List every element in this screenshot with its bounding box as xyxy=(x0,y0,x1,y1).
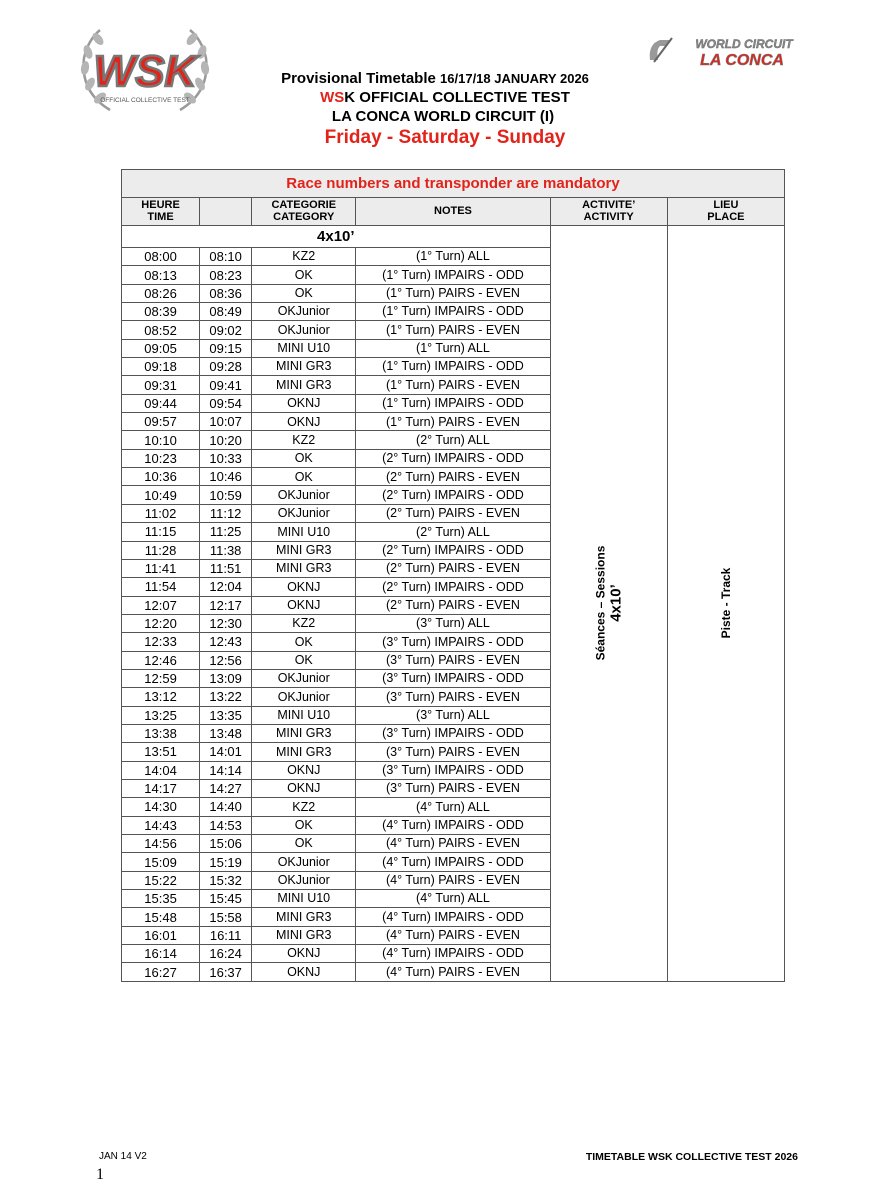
header-place xyxy=(667,198,784,226)
start-time: 10:10 xyxy=(122,431,200,449)
end-time: 08:23 xyxy=(200,266,252,284)
category: OKNJ xyxy=(252,596,356,614)
end-time: 12:43 xyxy=(200,633,252,651)
start-time: 09:05 xyxy=(122,339,200,357)
end-time: 12:56 xyxy=(200,651,252,669)
notes: (4° Turn) IMPAIRS - ODD xyxy=(356,908,550,926)
notes: (2° Turn) IMPAIRS - ODD xyxy=(356,449,550,467)
end-time: 09:54 xyxy=(200,394,252,412)
end-time: 11:25 xyxy=(200,523,252,541)
category: OK xyxy=(252,651,356,669)
category: OKNJ xyxy=(252,779,356,797)
start-time: 11:54 xyxy=(122,578,200,596)
header-activity-l1: ACTIVITE’ xyxy=(582,198,636,211)
start-time: 11:28 xyxy=(122,541,200,559)
end-time: 09:41 xyxy=(200,376,252,394)
days-title: Friday - Saturday - Sunday xyxy=(324,127,566,148)
notes: (3° Turn) ALL xyxy=(356,614,550,632)
notes: (3° Turn) PAIRS - EVEN xyxy=(356,743,550,761)
notes: (1° Turn) IMPAIRS - ODD xyxy=(356,303,550,321)
event-title-rest: K OFFICIAL COLLECTIVE TEST xyxy=(344,89,570,106)
category: OK xyxy=(252,633,356,651)
start-time: 10:49 xyxy=(122,486,200,504)
category: OKJunior xyxy=(252,853,356,871)
notes: (1° Turn) ALL xyxy=(356,339,550,357)
end-time: 14:40 xyxy=(200,798,252,816)
header-activity xyxy=(550,198,667,226)
category: OK xyxy=(252,449,356,467)
end-time: 08:36 xyxy=(200,284,252,302)
category: MINI GR3 xyxy=(252,724,356,742)
la-conca-logo xyxy=(646,34,806,70)
end-time: 15:58 xyxy=(200,908,252,926)
notes: (2° Turn) PAIRS - EVEN xyxy=(356,504,550,522)
end-time: 08:10 xyxy=(200,248,252,266)
end-time: 11:38 xyxy=(200,541,252,559)
notes: (1° Turn) PAIRS - EVEN xyxy=(356,413,550,431)
category: KZ2 xyxy=(252,614,356,632)
start-time: 15:35 xyxy=(122,890,200,908)
category: OKJunior xyxy=(252,303,356,321)
header-notes: NOTES xyxy=(356,198,550,226)
end-time: 10:07 xyxy=(200,413,252,431)
end-time: 13:48 xyxy=(200,724,252,742)
notes: (3° Turn) IMPAIRS - ODD xyxy=(356,669,550,687)
start-time: 09:57 xyxy=(122,413,200,431)
end-time: 13:35 xyxy=(200,706,252,724)
category: KZ2 xyxy=(252,248,356,266)
notes: (2° Turn) PAIRS - EVEN xyxy=(356,468,550,486)
activity-sessions-label: Séances – Sessions xyxy=(593,546,608,661)
notes: (4° Turn) ALL xyxy=(356,890,550,908)
end-time: 14:14 xyxy=(200,761,252,779)
header-category xyxy=(252,198,356,226)
notes: (1° Turn) PAIRS - EVEN xyxy=(356,284,550,302)
category: OK xyxy=(252,816,356,834)
start-time: 09:44 xyxy=(122,394,200,412)
end-time: 13:09 xyxy=(200,669,252,687)
category: KZ2 xyxy=(252,431,356,449)
end-time: 09:02 xyxy=(200,321,252,339)
start-time: 14:56 xyxy=(122,835,200,853)
category: OKJunior xyxy=(252,871,356,889)
notes: (3° Turn) IMPAIRS - ODD xyxy=(356,761,550,779)
timetable xyxy=(121,169,785,999)
start-time: 16:14 xyxy=(122,945,200,963)
notes: (2° Turn) IMPAIRS - ODD xyxy=(356,486,550,504)
category: MINI GR3 xyxy=(252,743,356,761)
notes: (4° Turn) PAIRS - EVEN xyxy=(356,926,550,944)
category: MINI U10 xyxy=(252,339,356,357)
notes: (2° Turn) PAIRS - EVEN xyxy=(356,596,550,614)
end-time: 12:04 xyxy=(200,578,252,596)
notes: (2° Turn) ALL xyxy=(356,523,550,541)
svg-text:WORLD CIRCUIT: WORLD CIRCUIT xyxy=(695,37,793,51)
category: OKNJ xyxy=(252,945,356,963)
start-time: 13:51 xyxy=(122,743,200,761)
notes: (2° Turn) IMPAIRS - ODD xyxy=(356,541,550,559)
end-time: 14:53 xyxy=(200,816,252,834)
end-time: 10:33 xyxy=(200,449,252,467)
start-time: 14:04 xyxy=(122,761,200,779)
start-time: 15:22 xyxy=(122,871,200,889)
end-time: 11:12 xyxy=(200,504,252,522)
notes: (4° Turn) PAIRS - EVEN xyxy=(356,871,550,889)
end-time: 10:46 xyxy=(200,468,252,486)
end-time: 12:30 xyxy=(200,614,252,632)
end-time: 10:59 xyxy=(200,486,252,504)
category: OKNJ xyxy=(252,578,356,596)
notes: (1° Turn) PAIRS - EVEN xyxy=(356,321,550,339)
notes: (3° Turn) ALL xyxy=(356,706,550,724)
svg-text:LA CONCA: LA CONCA xyxy=(700,52,784,69)
end-time: 09:15 xyxy=(200,339,252,357)
start-time: 08:39 xyxy=(122,303,200,321)
start-time: 14:43 xyxy=(122,816,200,834)
mandatory-notice: Race numbers and transponder are mandatory xyxy=(122,170,785,198)
header-place-l1: LIEU xyxy=(713,198,739,211)
start-time: 12:20 xyxy=(122,614,200,632)
notes: (2° Turn) IMPAIRS - ODD xyxy=(356,578,550,596)
category: MINI U10 xyxy=(252,890,356,908)
notes: (1° Turn) IMPAIRS - ODD xyxy=(356,358,550,376)
svg-text:OFFICIAL COLLECTIVE TEST: OFFICIAL COLLECTIVE TEST xyxy=(100,97,190,104)
start-time: 11:15 xyxy=(122,523,200,541)
category: OKNJ xyxy=(252,394,356,412)
category: OKJunior xyxy=(252,486,356,504)
end-time: 11:51 xyxy=(200,559,252,577)
notes: (3° Turn) PAIRS - EVEN xyxy=(356,651,550,669)
notes: (4° Turn) PAIRS - EVEN xyxy=(356,835,550,853)
notes: (3° Turn) IMPAIRS - ODD xyxy=(356,633,550,651)
category: OKNJ xyxy=(252,963,356,981)
event-title-red: WS xyxy=(320,89,345,106)
category: OK xyxy=(252,284,356,302)
category: MINI GR3 xyxy=(252,541,356,559)
svg-text:WSK: WSK xyxy=(93,47,197,96)
start-time: 11:41 xyxy=(122,559,200,577)
end-time: 16:24 xyxy=(200,945,252,963)
start-time: 08:00 xyxy=(122,248,200,266)
notes: (3° Turn) IMPAIRS - ODD xyxy=(356,724,550,742)
title-date: 16/17/18 JANUARY 2026 xyxy=(440,71,589,86)
start-time: 08:26 xyxy=(122,284,200,302)
session-format: 4x10’ xyxy=(122,226,551,248)
start-time: 14:17 xyxy=(122,779,200,797)
category: OK xyxy=(252,835,356,853)
category: OKJunior xyxy=(252,504,356,522)
end-time: 15:06 xyxy=(200,835,252,853)
page-title xyxy=(0,70,870,87)
notes: (4° Turn) IMPAIRS - ODD xyxy=(356,945,550,963)
category: MINI GR3 xyxy=(252,376,356,394)
category: OK xyxy=(252,468,356,486)
start-time: 12:07 xyxy=(122,596,200,614)
notes: (4° Turn) PAIRS - EVEN xyxy=(356,963,550,981)
start-time: 11:02 xyxy=(122,504,200,522)
start-time: 13:38 xyxy=(122,724,200,742)
category: OKNJ xyxy=(252,761,356,779)
category: OK xyxy=(252,266,356,284)
category: MINI GR3 xyxy=(252,926,356,944)
event-title xyxy=(10,89,870,106)
category: OKJunior xyxy=(252,321,356,339)
notes: (4° Turn) IMPAIRS - ODD xyxy=(356,853,550,871)
start-time: 09:18 xyxy=(122,358,200,376)
end-time: 16:11 xyxy=(200,926,252,944)
notes: (4° Turn) ALL xyxy=(356,798,550,816)
notes: (1° Turn) ALL xyxy=(356,248,550,266)
start-time: 10:36 xyxy=(122,468,200,486)
category: MINI U10 xyxy=(252,523,356,541)
timetable-table xyxy=(121,169,785,982)
end-time: 08:49 xyxy=(200,303,252,321)
start-time: 08:52 xyxy=(122,321,200,339)
category: OKNJ xyxy=(252,413,356,431)
start-time: 13:12 xyxy=(122,688,200,706)
start-time: 08:13 xyxy=(122,266,200,284)
end-time: 15:19 xyxy=(200,853,252,871)
activity-cell xyxy=(550,226,667,982)
category: MINI U10 xyxy=(252,706,356,724)
start-time: 12:46 xyxy=(122,651,200,669)
end-time: 12:17 xyxy=(200,596,252,614)
end-time: 14:27 xyxy=(200,779,252,797)
header-time-l1: HEURE xyxy=(141,198,180,211)
notes: (1° Turn) PAIRS - EVEN xyxy=(356,376,550,394)
place-cell xyxy=(667,226,784,982)
header-place-l2: PLACE xyxy=(707,210,745,223)
start-time: 15:09 xyxy=(122,853,200,871)
venue-title: LA CONCA WORLD CIRCUIT (I) xyxy=(331,108,555,125)
end-time: 16:37 xyxy=(200,963,252,981)
category: MINI GR3 xyxy=(252,908,356,926)
header-activity-l2: ACTIVITY xyxy=(583,210,634,223)
footer-version: JAN 14 V2 xyxy=(99,1151,147,1162)
header-time-end xyxy=(200,198,252,226)
start-time: 15:48 xyxy=(122,908,200,926)
title-main: Provisional Timetable xyxy=(281,70,436,87)
category: OKJunior xyxy=(252,669,356,687)
end-time: 15:45 xyxy=(200,890,252,908)
start-time: 12:59 xyxy=(122,669,200,687)
category: OKJunior xyxy=(252,688,356,706)
start-time: 16:27 xyxy=(122,963,200,981)
category: MINI GR3 xyxy=(252,358,356,376)
header-time xyxy=(122,198,200,226)
notes: (3° Turn) PAIRS - EVEN xyxy=(356,779,550,797)
footer-title: TIMETABLE WSK COLLECTIVE TEST 2026 xyxy=(585,1151,798,1163)
place-vertical: Piste - Track xyxy=(718,568,733,639)
start-time: 13:25 xyxy=(122,706,200,724)
activity-vertical xyxy=(594,546,623,661)
activity-format-label: 4x10’ xyxy=(607,584,625,623)
end-time: 15:32 xyxy=(200,871,252,889)
notes: (1° Turn) IMPAIRS - ODD xyxy=(356,394,550,412)
start-time: 14:30 xyxy=(122,798,200,816)
page-number: 1 xyxy=(96,1166,104,1183)
notes: (1° Turn) IMPAIRS - ODD xyxy=(356,266,550,284)
start-time: 09:31 xyxy=(122,376,200,394)
notes: (3° Turn) PAIRS - EVEN xyxy=(356,688,550,706)
header-time-l2: TIME xyxy=(147,210,174,223)
category: MINI GR3 xyxy=(252,559,356,577)
start-time: 10:23 xyxy=(122,449,200,467)
end-time: 09:28 xyxy=(200,358,252,376)
start-time: 12:33 xyxy=(122,633,200,651)
category: KZ2 xyxy=(252,798,356,816)
end-time: 13:22 xyxy=(200,688,252,706)
header-category-l2: CATEGORY xyxy=(273,210,335,223)
header-category-l1: CATEGORIE xyxy=(271,198,337,211)
notes: (4° Turn) IMPAIRS - ODD xyxy=(356,816,550,834)
end-time: 10:20 xyxy=(200,431,252,449)
end-time: 14:01 xyxy=(200,743,252,761)
notes: (2° Turn) ALL xyxy=(356,431,550,449)
notes: (2° Turn) PAIRS - EVEN xyxy=(356,559,550,577)
start-time: 16:01 xyxy=(122,926,200,944)
